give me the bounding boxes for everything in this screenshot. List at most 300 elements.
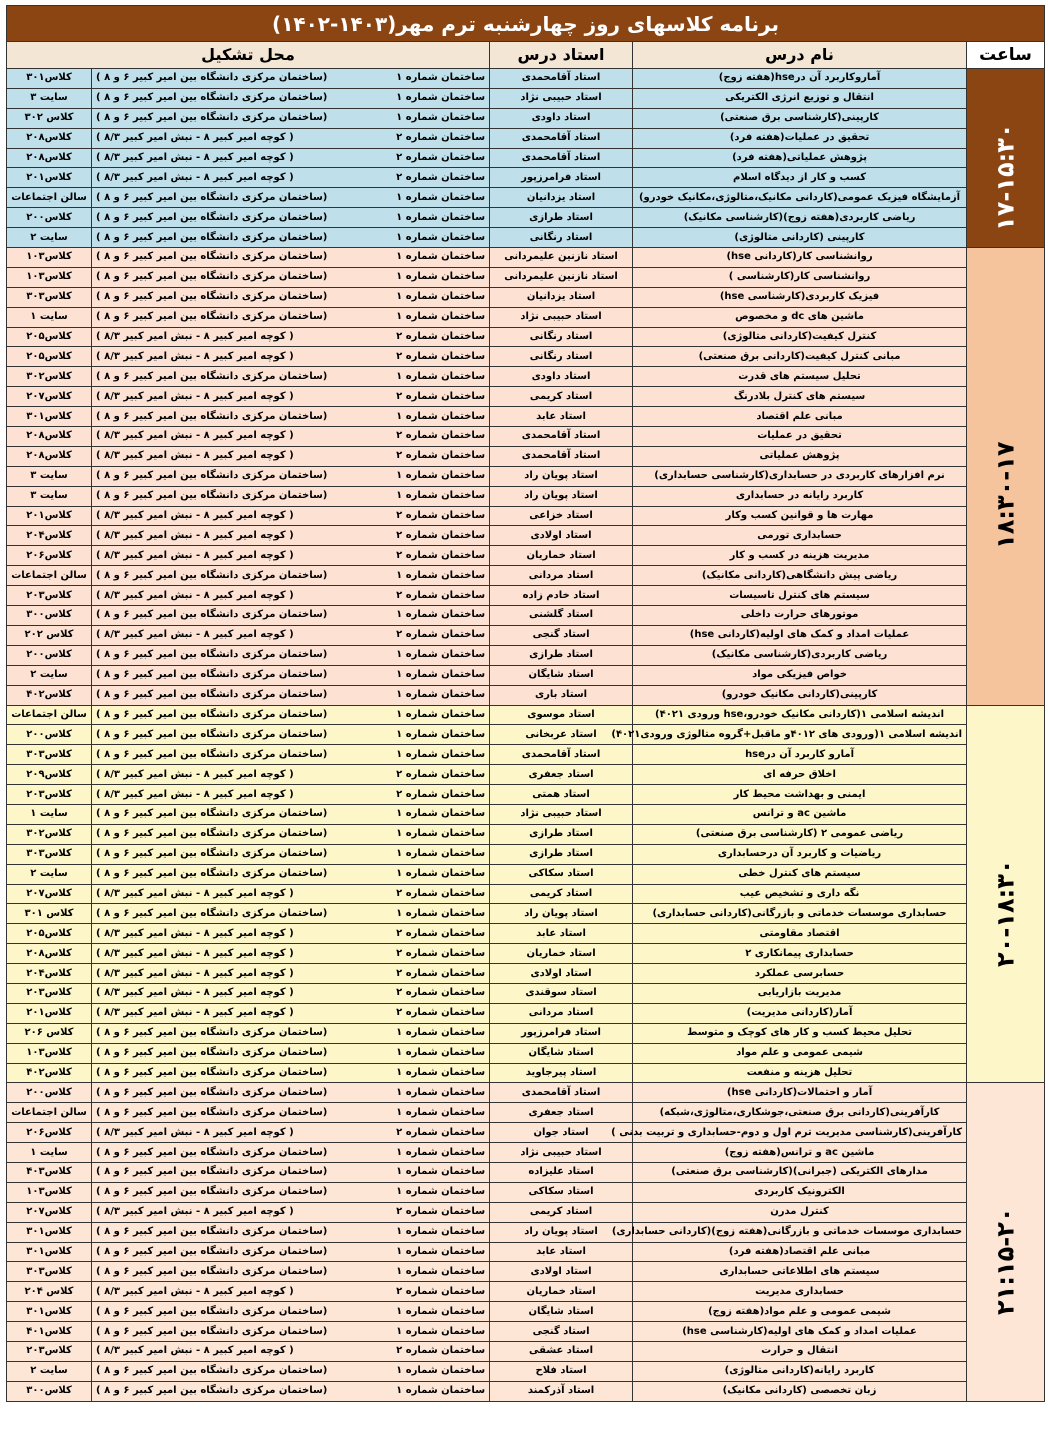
room: کلاس۳۰۱ — [7, 407, 92, 427]
building-address: (ساختمان مرکزی دانشگاه بین امیر کبیر ۶ و ۸ ) — [92, 1361, 373, 1381]
table-row — [7, 108, 1045, 128]
building-address: ( کوچه امیر کبیر ۸ - نبش امیر کبیر ۸/۳ ) — [92, 765, 373, 785]
teacher-name: استاد همتی — [490, 785, 633, 805]
teacher-name: استاد مردانی — [490, 566, 633, 586]
table-row — [7, 884, 1045, 904]
course-name: روانشناسی کار(کاردانی hse) — [633, 248, 967, 268]
building: ساختمان شماره ۲ — [373, 884, 490, 904]
building-address: (ساختمان مرکزی دانشگاه بین امیر کبیر ۶ و ۸ ) — [92, 864, 373, 884]
room: کلاس۲۰۱ — [7, 168, 92, 188]
teacher-name: استاد پیرجاوید — [490, 1063, 633, 1083]
table-row — [7, 1282, 1045, 1302]
teacher-name: استاد خادم زاده — [490, 586, 633, 606]
building: ساختمان شماره ۲ — [373, 944, 490, 964]
teacher-name: استاد جعفری — [490, 765, 633, 785]
teacher-name: استاد سکاکی — [490, 1182, 633, 1202]
teacher-name: استاد فرامرزپور — [490, 1023, 633, 1043]
time-slot — [967, 69, 1045, 248]
course-name: ریاضی پیش دانشگاهی(کاردانی مکانیک) — [633, 566, 967, 586]
teacher-name: استاد آقامحمدی — [490, 1083, 633, 1103]
room: سالن اجتماعات — [7, 566, 92, 586]
building-address: ( کوچه امیر کبیر ۸ - نبش امیر کبیر ۸/۳ ) — [92, 625, 373, 645]
course-name: کاربرد رایانه(کاردانی متالوژی) — [633, 1361, 967, 1381]
building: ساختمان شماره ۱ — [373, 1322, 490, 1342]
room: سایت ۲ — [7, 864, 92, 884]
course-name: کارپینی(کارشناسی برق صنعتی) — [633, 108, 967, 128]
course-name: پژوهش عملیاتی — [633, 446, 967, 466]
room: کلاس۲۰۳ — [7, 785, 92, 805]
building: ساختمان شماره ۱ — [373, 407, 490, 427]
table-row — [7, 765, 1045, 785]
building: ساختمان شماره ۲ — [373, 327, 490, 347]
room: کلاس۳۰۱ — [7, 69, 92, 89]
teacher-name: استاد رنگانی — [490, 228, 633, 248]
course-name: انتقال و توزیع انرژی الکتریکی — [633, 88, 967, 108]
building-address: (ساختمان مرکزی دانشگاه بین امیر کبیر ۶ و ۸ ) — [92, 1162, 373, 1182]
building: ساختمان شماره ۲ — [373, 964, 490, 984]
building-address: ( کوچه امیر کبیر ۸ - نبش امیر کبیر ۸/۳ ) — [92, 586, 373, 606]
teacher-name: استاد آقامحمدی — [490, 446, 633, 466]
building-address: (ساختمان مرکزی دانشگاه بین امیر کبیر ۶ و ۸ ) — [92, 1103, 373, 1123]
building: ساختمان شماره ۱ — [373, 824, 490, 844]
table-row — [7, 88, 1045, 108]
course-name: آمار و احتمالات(کاردانی hse) — [633, 1083, 967, 1103]
building-address: ( کوچه امیر کبیر ۸ - نبش امیر کبیر ۸/۳ ) — [92, 1003, 373, 1023]
building-address: (ساختمان مرکزی دانشگاه بین امیر کبیر ۶ و ۸ ) — [92, 645, 373, 665]
building: ساختمان شماره ۱ — [373, 705, 490, 725]
table-row — [7, 248, 1045, 268]
time-slot-label: ۲۱:۱۵-۲۰ — [991, 1207, 1020, 1315]
building: ساختمان شماره ۲ — [373, 526, 490, 546]
building: ساختمان شماره ۱ — [373, 1182, 490, 1202]
table-row — [7, 964, 1045, 984]
table-row — [7, 1063, 1045, 1083]
building: ساختمان شماره ۲ — [373, 128, 490, 148]
room: کلاس۲۰۸ — [7, 148, 92, 168]
table-row — [7, 1302, 1045, 1322]
building: ساختمان شماره ۱ — [373, 1361, 490, 1381]
course-name: ایمنی و بهداشت محیط کار — [633, 785, 967, 805]
teacher-name: استاد طرازی — [490, 844, 633, 864]
room: کلاس۳۰۱ — [7, 1222, 92, 1242]
time-slot — [967, 1083, 1045, 1401]
table-row — [7, 1322, 1045, 1342]
building: ساختمان شماره ۱ — [373, 486, 490, 506]
building: ساختمان شماره ۱ — [373, 208, 490, 228]
course-name: حسابرسی عملکرد — [633, 964, 967, 984]
room: کلاس۲۰۰ — [7, 1083, 92, 1103]
room: سالن اجتماعات — [7, 188, 92, 208]
room: کلاس۳۰۳ — [7, 844, 92, 864]
course-name: کارپینی (کاردانی متالوژی) — [633, 228, 967, 248]
room: کلاس۲۰۵ — [7, 327, 92, 347]
course-name: تحقیق در عملیات — [633, 427, 967, 447]
building-address: ( کوچه امیر کبیر ۸ - نبش امیر کبیر ۸/۳ ) — [92, 347, 373, 367]
teacher-name: استاد آقامحمدی — [490, 69, 633, 89]
building-address: (ساختمان مرکزی دانشگاه بین امیر کبیر ۶ و ۸ ) — [92, 725, 373, 745]
teacher-name: استاد شایگان — [490, 1043, 633, 1063]
room: کلاس ۲۰۴ — [7, 1282, 92, 1302]
teacher-name: استاد گلشنی — [490, 606, 633, 626]
room: سایت ۱ — [7, 1143, 92, 1163]
course-name: آمارو کاربرد آن درhse — [633, 745, 967, 765]
building-address: (ساختمان مرکزی دانشگاه بین امیر کبیر ۶ و ۸ ) — [92, 88, 373, 108]
building-address: (ساختمان مرکزی دانشگاه بین امیر کبیر ۶ و ۸ ) — [92, 1381, 373, 1401]
teacher-name: استاد رنگانی — [490, 347, 633, 367]
course-name: ریاضی کاربردی(کارشناسی مکانیک) — [633, 645, 967, 665]
room: سالن اجتماعات — [7, 705, 92, 725]
teacher-name: استاد پویان راد — [490, 1222, 633, 1242]
teacher-name: استاد طرازی — [490, 208, 633, 228]
building-address: (ساختمان مرکزی دانشگاه بین امیر کبیر ۶ و ۸ ) — [92, 904, 373, 924]
teacher-name: استاد آقامحمدی — [490, 427, 633, 447]
room: سایت ۲ — [7, 1361, 92, 1381]
course-name: ریاضی عمومی ۲ (کارشناسی برق صنعتی) — [633, 824, 967, 844]
table-row — [7, 606, 1045, 626]
building-address: (ساختمان مرکزی دانشگاه بین امیر کبیر ۶ و ۸ ) — [92, 745, 373, 765]
table-row — [7, 1103, 1045, 1123]
course-name: سیستم های اطلاعاتی حسابداری — [633, 1262, 967, 1282]
teacher-name: استاد پویان راد — [490, 466, 633, 486]
building: ساختمان شماره ۱ — [373, 248, 490, 268]
table-row — [7, 785, 1045, 805]
building-address: ( کوچه امیر کبیر ۸ - نبش امیر کبیر ۸/۳ ) — [92, 128, 373, 148]
schedule-table — [6, 5, 1045, 1402]
table-row — [7, 1043, 1045, 1063]
building-address: ( کوچه امیر کبیر ۸ - نبش امیر کبیر ۸/۳ ) — [92, 506, 373, 526]
room: کلاس ۳۰۱ — [7, 904, 92, 924]
building-address: (ساختمان مرکزی دانشگاه بین امیر کبیر ۶ و ۸ ) — [92, 466, 373, 486]
room: کلاس۲۰۵ — [7, 924, 92, 944]
table-row — [7, 128, 1045, 148]
table-row — [7, 1123, 1045, 1143]
building: ساختمان شماره ۱ — [373, 1083, 490, 1103]
room: کلاس۳۰۳ — [7, 745, 92, 765]
room: کلاس ۲۰۲ — [7, 625, 92, 645]
room: کلاس۲۰۶ — [7, 1123, 92, 1143]
teacher-name: استاد گنجی — [490, 625, 633, 645]
room: کلاس۴۰۲ — [7, 1063, 92, 1083]
table-row — [7, 1143, 1045, 1163]
time-slot — [967, 705, 1045, 1083]
course-name: تحلیل سیستم های قدرت — [633, 367, 967, 387]
room: کلاس ۲۰۶ — [7, 1023, 92, 1043]
table-row — [7, 1381, 1045, 1401]
teacher-name: استاد داودی — [490, 367, 633, 387]
building-address: (ساختمان مرکزی دانشگاه بین امیر کبیر ۶ و ۸ ) — [92, 566, 373, 586]
room: کلاس۳۰۲ — [7, 824, 92, 844]
building: ساختمان شماره ۲ — [373, 506, 490, 526]
building-address: (ساختمان مرکزی دانشگاه بین امیر کبیر ۶ و ۸ ) — [92, 1222, 373, 1242]
building-address: (ساختمان مرکزی دانشگاه بین امیر کبیر ۶ و ۸ ) — [92, 228, 373, 248]
building-address: (ساختمان مرکزی دانشگاه بین امیر کبیر ۶ و ۸ ) — [92, 1063, 373, 1083]
course-name: الکترونیک کاربردی — [633, 1182, 967, 1202]
course-name: عملیات امداد و کمک های اولیه(کارشناسی hse) — [633, 1322, 967, 1342]
teacher-name: استاد خماریان — [490, 1282, 633, 1302]
room: کلاس۲۰۰ — [7, 725, 92, 745]
building-address: (ساختمان مرکزی دانشگاه بین امیر کبیر ۶ و ۸ ) — [92, 844, 373, 864]
room: کلاس۲۰۵ — [7, 347, 92, 367]
building: ساختمان شماره ۲ — [373, 446, 490, 466]
course-name: مدیریت هزینه در کسب و کار — [633, 546, 967, 566]
building: ساختمان شماره ۱ — [373, 665, 490, 685]
building: ساختمان شماره ۱ — [373, 367, 490, 387]
teacher-name: استاد عابد — [490, 924, 633, 944]
table-row — [7, 446, 1045, 466]
time-slot-label: ۱۸:۳۰-۱۷ — [991, 441, 1020, 550]
building: ساختمان شماره ۱ — [373, 645, 490, 665]
course-name: کاربرد رایانه در حسابداری — [633, 486, 967, 506]
building-address: ( کوچه امیر کبیر ۸ - نبش امیر کبیر ۸/۳ ) — [92, 427, 373, 447]
building-address: (ساختمان مرکزی دانشگاه بین امیر کبیر ۶ و ۸ ) — [92, 665, 373, 685]
building: ساختمان شماره ۱ — [373, 725, 490, 745]
building: ساختمان شماره ۲ — [373, 387, 490, 407]
building: ساختمان شماره ۲ — [373, 1003, 490, 1023]
course-name: اندیشه اسلامی ۱(ورودی های ۴۰۱۲و ماقبل+گروه متالوژی ورودی۴۰۲۱) — [633, 725, 967, 745]
room: کلاس۲۰۴ — [7, 526, 92, 546]
room: کلاس۱۰۳ — [7, 1182, 92, 1202]
table-row — [7, 1162, 1045, 1182]
table-row — [7, 924, 1045, 944]
building-address: (ساختمان مرکزی دانشگاه بین امیر کبیر ۶ و ۸ ) — [92, 287, 373, 307]
table-row — [7, 486, 1045, 506]
course-name: تحلیل محیط کسب و کار های کوچک و متوسط — [633, 1023, 967, 1043]
course-name: سیستم های کنترل بلادرنگ — [633, 387, 967, 407]
room: کلاس۲۰۹ — [7, 765, 92, 785]
table-row — [7, 804, 1045, 824]
room: سایت ۱ — [7, 804, 92, 824]
course-name: سیستم های کنترل تاسیسات — [633, 586, 967, 606]
table-row — [7, 287, 1045, 307]
table-row — [7, 566, 1045, 586]
building: ساختمان شماره ۱ — [373, 1242, 490, 1262]
building-address: (ساختمان مرکزی دانشگاه بین امیر کبیر ۶ و ۸ ) — [92, 705, 373, 725]
course-name: مهارت ها و قوانین کسب وکار — [633, 506, 967, 526]
table-row — [7, 188, 1045, 208]
room: کلاس۲۰۸ — [7, 427, 92, 447]
room: کلاس۴۰۱ — [7, 1322, 92, 1342]
building-address: (ساختمان مرکزی دانشگاه بین امیر کبیر ۶ و ۸ ) — [92, 606, 373, 626]
teacher-name: استاد کریمی — [490, 884, 633, 904]
room: کلاس۲۰۷ — [7, 884, 92, 904]
building: ساختمان شماره ۱ — [373, 1023, 490, 1043]
table-row — [7, 685, 1045, 705]
building: ساختمان شماره ۱ — [373, 1143, 490, 1163]
teacher-name: استاد جوان — [490, 1123, 633, 1143]
table-row — [7, 407, 1045, 427]
course-name: کسب و کار از دیدگاه اسلام — [633, 168, 967, 188]
building: ساختمان شماره ۲ — [373, 586, 490, 606]
building: ساختمان شماره ۱ — [373, 606, 490, 626]
room: کلاس۳۰۱ — [7, 1242, 92, 1262]
building-address: ( کوچه امیر کبیر ۸ - نبش امیر کبیر ۸/۳ ) — [92, 148, 373, 168]
teacher-name: استاد طرازی — [490, 645, 633, 665]
building-address: ( کوچه امیر کبیر ۸ - نبش امیر کبیر ۸/۳ ) — [92, 785, 373, 805]
course-name: پژوهش عملیاتی(هفته فرد) — [633, 148, 967, 168]
course-name: فیزیک کاربردی(کارشناسی hse) — [633, 287, 967, 307]
building: ساختمان شماره ۱ — [373, 804, 490, 824]
building: ساختمان شماره ۲ — [373, 1342, 490, 1362]
teacher-name: استاد سکاکی — [490, 864, 633, 884]
room: سایت ۱ — [7, 307, 92, 327]
building-address: (ساختمان مرکزی دانشگاه بین امیر کبیر ۶ و ۸ ) — [92, 69, 373, 89]
building: ساختمان شماره ۲ — [373, 924, 490, 944]
course-name: حسابداری موسسات خدماتی و بازرگانی(هفته زوج)(کاردانی حسابداری) — [633, 1222, 967, 1242]
table-row — [7, 824, 1045, 844]
room: سایت ۳ — [7, 88, 92, 108]
teacher-name: استاد پویان راد — [490, 904, 633, 924]
teacher-name: استاد اولادی — [490, 526, 633, 546]
course-name: موتورهای حرارت داخلی — [633, 606, 967, 626]
teacher-name: استاد سوقندی — [490, 983, 633, 1003]
time-slot-label: ۲۰-۱۸:۳۰ — [991, 859, 1020, 967]
building: ساختمان شماره ۲ — [373, 168, 490, 188]
building: ساختمان شماره ۱ — [373, 267, 490, 287]
room: کلاس۳۰۳ — [7, 287, 92, 307]
teacher-name: استاد یزدانیان — [490, 188, 633, 208]
building: ساختمان شماره ۱ — [373, 566, 490, 586]
building: ساختمان شماره ۱ — [373, 1302, 490, 1322]
teacher-name: استاد کریمی — [490, 1202, 633, 1222]
building: ساختمان شماره ۲ — [373, 1202, 490, 1222]
course-name: زبان تخصصی (کاردانی مکانیک) — [633, 1381, 967, 1401]
teacher-name: استاد یزدانیان — [490, 287, 633, 307]
room: کلاس۴۰۳ — [7, 1162, 92, 1182]
building-address: ( کوچه امیر کبیر ۸ - نبش امیر کبیر ۸/۳ ) — [92, 1282, 373, 1302]
course-name: حسابداری تورمی — [633, 526, 967, 546]
course-name: کارپینی(کاردانی مکانیک خودرو) — [633, 685, 967, 705]
building: ساختمان شماره ۱ — [373, 844, 490, 864]
room: کلاس۲۰۰ — [7, 208, 92, 228]
room: کلاس۲۰۳ — [7, 1342, 92, 1362]
room: کلاس۳۰۱ — [7, 1302, 92, 1322]
building: ساختمان شماره ۱ — [373, 1381, 490, 1401]
building: ساختمان شماره ۱ — [373, 188, 490, 208]
room: سالن اجتماعات — [7, 1103, 92, 1123]
building-address: (ساختمان مرکزی دانشگاه بین امیر کبیر ۶ و ۸ ) — [92, 407, 373, 427]
table-row — [7, 228, 1045, 248]
table-row — [7, 546, 1045, 566]
room: کلاس۳۰۰ — [7, 606, 92, 626]
table-row — [7, 625, 1045, 645]
table-row — [7, 705, 1045, 725]
room: سایت ۳ — [7, 486, 92, 506]
teacher-name: استاد عابد — [490, 407, 633, 427]
course-name: مبانی علم اقتصاد — [633, 407, 967, 427]
building-address: (ساختمان مرکزی دانشگاه بین امیر کبیر ۶ و ۸ ) — [92, 804, 373, 824]
building-address: (ساختمان مرکزی دانشگاه بین امیر کبیر ۶ و ۸ ) — [92, 248, 373, 268]
building: ساختمان شماره ۲ — [373, 1282, 490, 1302]
building-address: (ساختمان مرکزی دانشگاه بین امیر کبیر ۶ و ۸ ) — [92, 1322, 373, 1342]
course-name: تحلیل هزینه و منفعت — [633, 1063, 967, 1083]
table-row — [7, 844, 1045, 864]
teacher-name: استاد رنگانی — [490, 327, 633, 347]
teacher-name: استاد فلاح — [490, 1361, 633, 1381]
building-address: (ساختمان مرکزی دانشگاه بین امیر کبیر ۶ و ۸ ) — [92, 108, 373, 128]
building-address: (ساختمان مرکزی دانشگاه بین امیر کبیر ۶ و ۸ ) — [92, 685, 373, 705]
course-name: ماشین ac و ترانس(هفته زوج) — [633, 1143, 967, 1163]
course-name: عملیات امداد و کمک های اولیه(کاردانی hse) — [633, 625, 967, 645]
header-course: نام درس — [633, 42, 967, 69]
table-row — [7, 506, 1045, 526]
building: ساختمان شماره ۱ — [373, 1162, 490, 1182]
course-name: کنترل کیفیت(کاردانی متالوژی) — [633, 327, 967, 347]
building-address: (ساختمان مرکزی دانشگاه بین امیر کبیر ۶ و ۸ ) — [92, 267, 373, 287]
table-row — [7, 148, 1045, 168]
table-row — [7, 347, 1045, 367]
teacher-name: استاد عربخانی — [490, 725, 633, 745]
course-name: مبانی علم اقتصاد(هفته فرد) — [633, 1242, 967, 1262]
teacher-name: استاد داودی — [490, 108, 633, 128]
building: ساختمان شماره ۲ — [373, 347, 490, 367]
table-row — [7, 904, 1045, 924]
time-slot-label: ۱۷-۱۵:۳۰ — [991, 123, 1020, 231]
course-name: آمارو‌کاربرد آن درhse(هفته زوج) — [633, 69, 967, 89]
table-row — [7, 1242, 1045, 1262]
teacher-name: استاد نازنین علیمردانی — [490, 248, 633, 268]
building-address: ( کوچه امیر کبیر ۸ - نبش امیر کبیر ۸/۳ ) — [92, 924, 373, 944]
teacher-name: استاد آذرکمند — [490, 1381, 633, 1401]
course-name: کنترل مدرن — [633, 1202, 967, 1222]
room: کلاس۱۰۳ — [7, 267, 92, 287]
teacher-name: استاد اولادی — [490, 1262, 633, 1282]
table-row — [7, 1222, 1045, 1242]
teacher-name: استاد فرامرزپور — [490, 168, 633, 188]
building-address: ( کوچه امیر کبیر ۸ - نبش امیر کبیر ۸/۳ ) — [92, 983, 373, 1003]
course-name: انتقال و حرارت — [633, 1342, 967, 1362]
teacher-name: استاد شایگان — [490, 665, 633, 685]
room: کلاس ۳۰۲ — [7, 108, 92, 128]
building: ساختمان شماره ۱ — [373, 69, 490, 89]
building: ساختمان شماره ۲ — [373, 1123, 490, 1143]
building: ساختمان شماره ۱ — [373, 864, 490, 884]
teacher-name: استاد کریمی — [490, 387, 633, 407]
building-address: ( کوچه امیر کبیر ۸ - نبش امیر کبیر ۸/۳ ) — [92, 964, 373, 984]
building-address: (ساختمان مرکزی دانشگاه بین امیر کبیر ۶ و ۸ ) — [92, 1262, 373, 1282]
teacher-name: استاد نازنین علیمردانی — [490, 267, 633, 287]
teacher-name: استاد حبیبی نژاد — [490, 88, 633, 108]
header-location: محل تشکیل — [7, 42, 490, 69]
building-address: (ساختمان مرکزی دانشگاه بین امیر کبیر ۶ و ۸ ) — [92, 307, 373, 327]
building-address: ( کوچه امیر کبیر ۸ - نبش امیر کبیر ۸/۳ ) — [92, 1342, 373, 1362]
table-row — [7, 327, 1045, 347]
table-row — [7, 427, 1045, 447]
building: ساختمان شماره ۱ — [373, 108, 490, 128]
building: ساختمان شماره ۲ — [373, 625, 490, 645]
course-name: حسابداری موسسات خدماتی و بازرگانی(کاردانی حسابداری) — [633, 904, 967, 924]
building: ساختمان شماره ۲ — [373, 765, 490, 785]
room: کلاس۲۰۳ — [7, 983, 92, 1003]
building: ساختمان شماره ۲ — [373, 148, 490, 168]
building-address: ( کوچه امیر کبیر ۸ - نبش امیر کبیر ۸/۳ ) — [92, 1202, 373, 1222]
room: سایت ۲ — [7, 665, 92, 685]
teacher-name: استاد طرازی — [490, 824, 633, 844]
room: کلاس۳۰۳ — [7, 1262, 92, 1282]
course-name: اندیشه اسلامی ۱(کاردانی مکانیک خودرو،hse ورودی ۴۰۲۱) — [633, 705, 967, 725]
table-row — [7, 69, 1045, 89]
table-row — [7, 586, 1045, 606]
building: ساختمان شماره ۱ — [373, 1222, 490, 1242]
building-address: ( کوچه امیر کبیر ۸ - نبش امیر کبیر ۸/۳ ) — [92, 944, 373, 964]
building: ساختمان شماره ۲ — [373, 785, 490, 805]
table-row — [7, 1003, 1045, 1023]
table-row — [7, 725, 1045, 745]
building: ساختمان شماره ۱ — [373, 745, 490, 765]
teacher-name: استاد موسوی — [490, 705, 633, 725]
teacher-name: استاد عشقی — [490, 1342, 633, 1362]
room: کلاس۱۰۳ — [7, 1043, 92, 1063]
room: سایت ۲ — [7, 228, 92, 248]
